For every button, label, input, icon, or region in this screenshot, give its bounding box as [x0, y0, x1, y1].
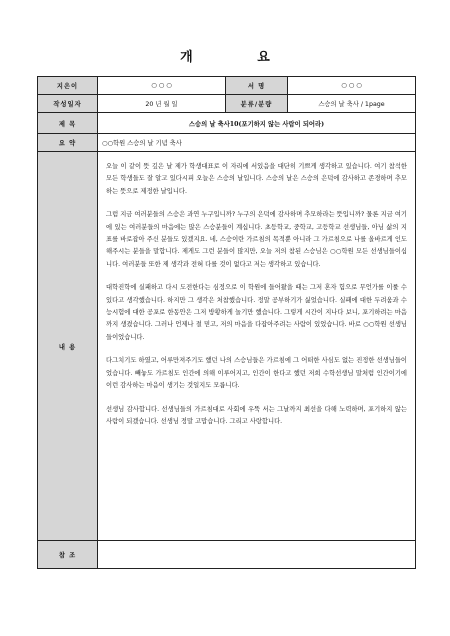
content-paragraph: 선생님 감사합니다. 선생님들의 가르침대로 사회에 우뚝 서는 그날까지 최선을 다해 노력하며, 포기하지 않는 사람이 되겠습니다. 선생님 정말 고맙습니다. 그리고 사랑합니다. [106, 405, 407, 425]
reference-label: 참 조 [38, 541, 98, 569]
reference-row [38, 541, 416, 569]
page-title: 개 요 [180, 50, 300, 65]
content-label: 내 용 [38, 152, 98, 541]
topic-value: 스승의 날 축사10(포기하지 않는 사람이 되어라) [98, 113, 416, 134]
topic-row [38, 113, 416, 134]
content-paragraph: 다그치기도 하였고, 어루만져주기도 했던 나의 스승님들은 가르침에 그 어떠한 사심도 없는 진정한 선생님들이었습니다. 빼놓도 가르침도 인간에 의해 이루어지고, 인간이 한다고 했던 저희 수학선생님 말처럼 인간이기에 이런 감사하는 마음이 생기는 것일지도 모릅니다. [106, 357, 407, 390]
category-label: 분류/분량 [226, 95, 288, 113]
summary-row [38, 134, 416, 152]
date-row [38, 95, 416, 113]
author-row [38, 77, 416, 95]
summary-value: ○○학원 스승의 날 기념 축사 [98, 134, 416, 152]
author-label: 지은이 [38, 77, 98, 95]
content-body [98, 152, 416, 541]
signature-value: ○ ○ ○ [288, 77, 416, 95]
topic-label: 제 목 [38, 113, 98, 134]
signature-label: 서 명 [226, 77, 288, 95]
date-label: 작성일자 [38, 95, 98, 113]
summary-label: 요 약 [38, 134, 98, 152]
author-value: ○ ○ ○ [98, 77, 226, 95]
content-paragraph: 그럼 지금 여러분들의 스승은 과연 누구입니까? 누구의 은덕에 감사하며 추모하라는 뜻입니까? 물론 지금 여기에 있는 여러분들의 마음에는 많은 스승분들이 계십니다. 초등학교, 중학교, 고등학교 선생님들, 아님 삶의 지표를 바로잡아 주신 분들도 있겠지요. 네, 스승이란 가르침의 목적뿐 아니라 그 가르침으로 나를 올바르게 인도해주시는 분들을 말합니다. 제게도 그런 분들이 많지만, 오늘 저의 참된 스승님은 ○○학원 모든 선생님들이십니다. 여러분들 또한 제 생각과 전혀 다를 것이 없다고 저는 생각하고 있습니다. [106, 211, 407, 268]
category-value: 스승의 날 축사 / 1page [288, 95, 416, 113]
content-paragraph: 오늘 이 같이 뜻 깊은 날 제가 학생대표로 이 자리에 서있음을 대단히 기쁘게 생각하고 있습니다. 여기 참석한 모든 학생들도 잘 알고 있다시피 오늘은 스승의 날입니다. 스승의 날은 스승의 은덕에 감사하고 존경하며 추모하는 뜻으로 제정한 날입니다. [106, 163, 407, 195]
date-value: 20 년 월 일 [98, 95, 226, 113]
reference-value [98, 541, 416, 569]
outline-form [37, 76, 416, 569]
content-row [38, 152, 416, 541]
content-paragraph: 대학진학에 실패하고 다시 도전한다는 심정으로 이 학원에 들어왔을 때는 그저 혼자 힘으로 무언가를 이룰 수 있다고 생각했습니다. 하지만 그 생각은 처참했습니다. 정말 공부하기가 싫었습니다. 실패에 대한 두려움과 수능시험에 대한 공포로 한동안은 그저 방황하게 놀기만 했습니다. 그렇게 시간이 지나다 보니, 포기하려는 마음까지 생겼습니다. 그러나 언제나 절 믿고, 저의 마음을 다잡아주려는 사람이 있었습니다. 바로 ○○학원 선생님들이었습니다. [106, 284, 407, 341]
